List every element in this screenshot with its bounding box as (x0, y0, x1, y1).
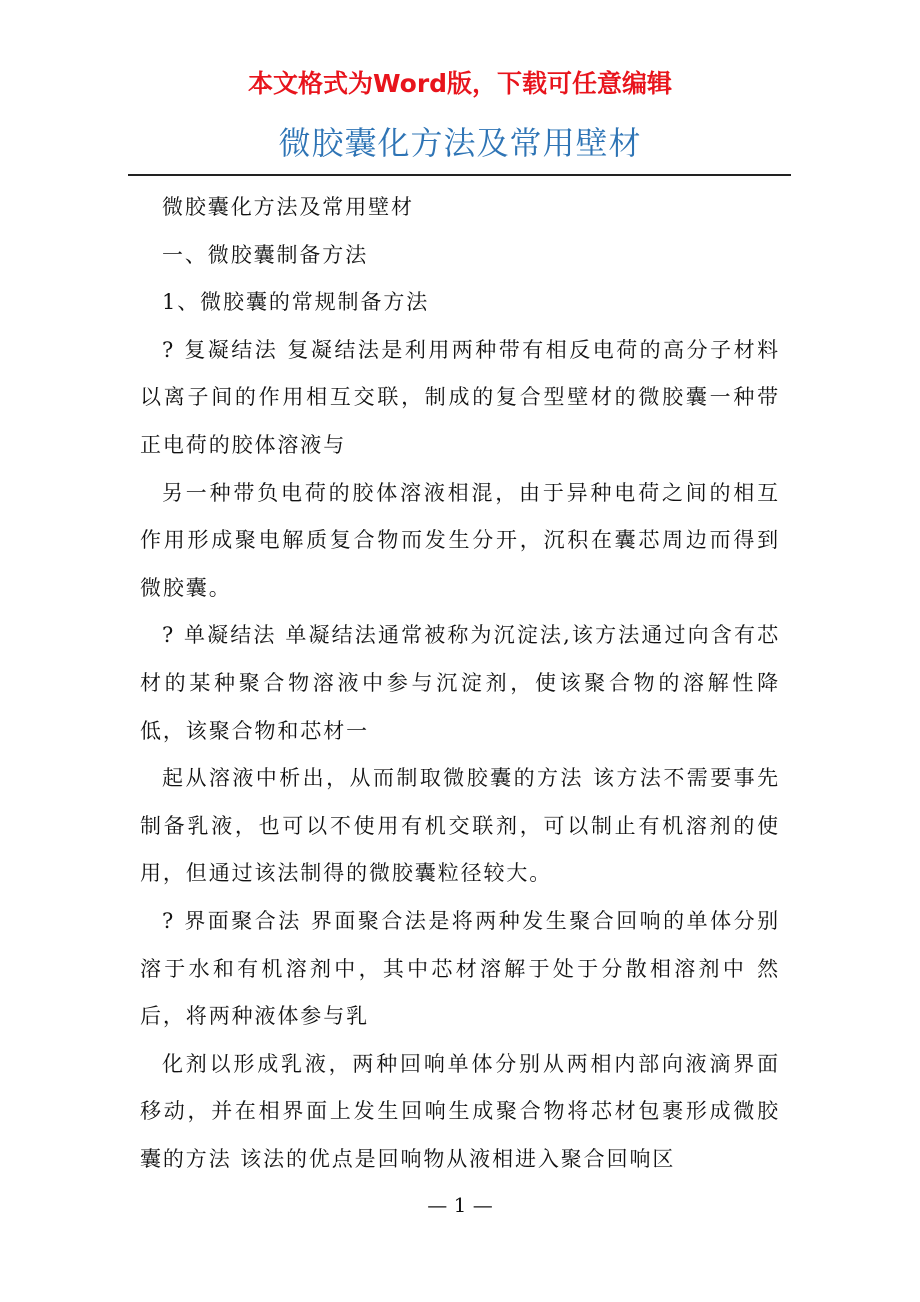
paragraph: ? 单凝结法 单凝结法通常被称为沉淀法,该方法通过向含有芯材的某种聚合物溶液中参与沉淀剂，使该聚合物的溶解性降低，该聚合物和芯材一 (140, 623, 780, 743)
paragraph: ? 复凝结法 复凝结法是利用两种带有相反电荷的高分子材料以离子间的作用相互交联，制成的复合型壁材的微胶囊一种带正电荷的胶体溶液与 (140, 337, 780, 457)
page-number: — 1 — (427, 1193, 493, 1217)
header-rule (128, 174, 791, 176)
paragraph: 起从溶液中析出，从而制取微胶囊的方法 该方法不需要事先制备乳液，也可以不使用有机交联剂，可以制止有机溶剂的使用，但通过该法制得的微胶囊粒径较大。 (140, 766, 780, 886)
document-title: 微胶囊化方法及常用壁材 (278, 124, 642, 162)
paragraph: 1、微胶囊的常规制备方法 (162, 290, 430, 315)
paragraph: ? 界面聚合法 界面聚合法是将两种发生聚合回响的单体分别溶于水和有机溶剂中，其中芯材溶解于处于分散相溶剂中 然后，将两种液体参与乳 (140, 908, 780, 1029)
document-body (140, 184, 780, 1183)
paragraph: 一、微胶囊制备方法 (162, 242, 369, 267)
format-notice-banner: 本文格式为Word版，下载可任意编辑 (247, 69, 673, 98)
paragraph: 另一种带负电荷的胶体溶液相混，由于异种电荷之间的相互作用形成聚电解质复合物而发生分开，沉积在囊芯周边而得到微胶囊。 (140, 480, 780, 600)
paragraph: 微胶囊化方法及常用壁材 (162, 195, 414, 219)
paragraph: 化剂以形成乳液，两种回响单体分别从两相内部向液滴界面移动，并在相界面上发生回响生成聚合物将芯材包裹形成微胶囊的方法 该法的优点是回响物从液相进入聚合回响区 (140, 1051, 780, 1171)
